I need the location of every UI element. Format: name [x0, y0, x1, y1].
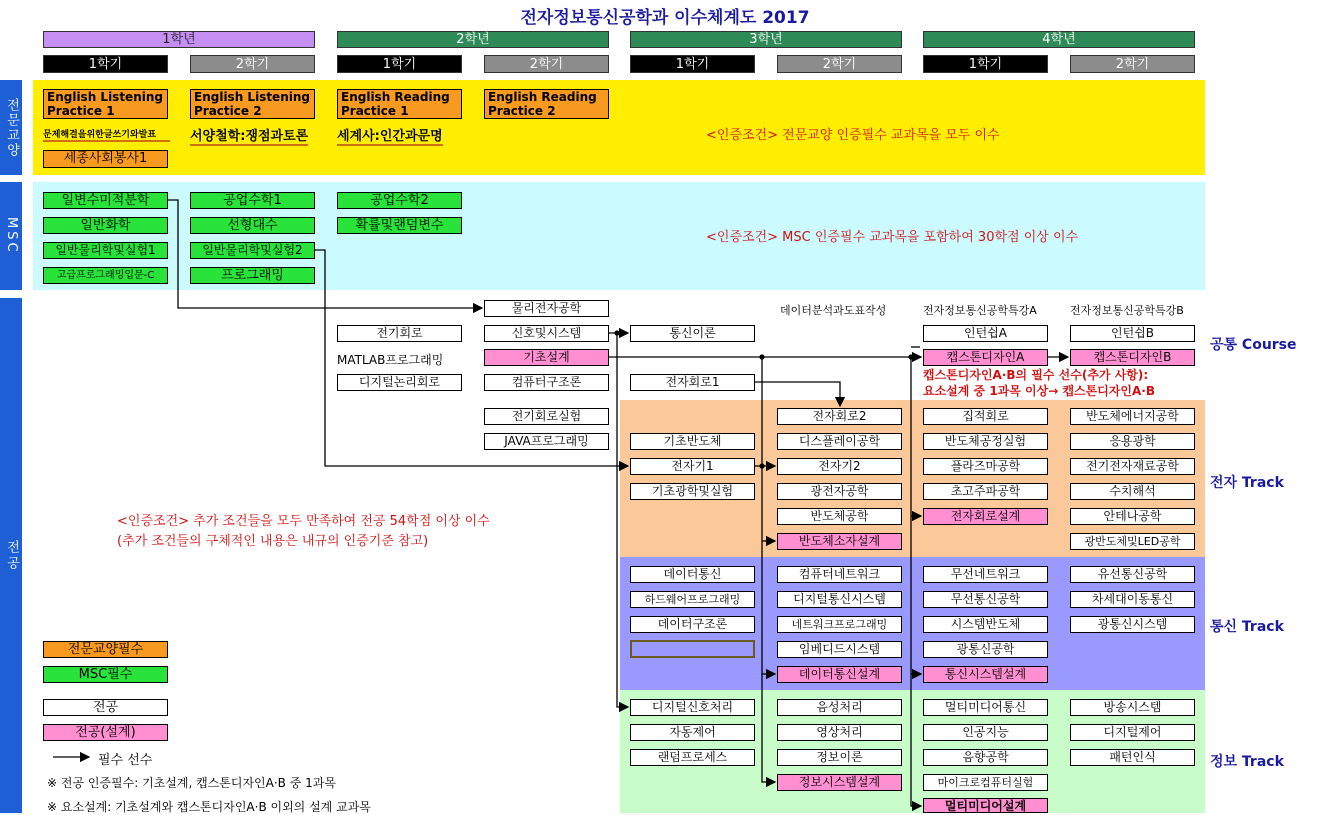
capstone-note-1: 캡스톤디자인A·B의 필수 선수(추가 사항):	[923, 368, 1149, 382]
legend-note-1: ※ 전공 인증필수: 기초설계, 캡스톤디자인A·B 중 1과목	[47, 776, 336, 790]
course-box: 캡스톤디자인A	[923, 349, 1048, 366]
semester-header: 1학기	[337, 55, 462, 73]
course-box: 인턴쉽A	[923, 325, 1048, 342]
course-box: 광반도체및LED공학	[1070, 533, 1195, 550]
course-box: 멀티미디어통신	[923, 699, 1048, 716]
course-box: 정보이론	[777, 749, 902, 766]
semester-header: 1학기	[923, 55, 1048, 73]
course-box: 기초설계	[484, 349, 609, 366]
course-box: 기초반도체	[630, 433, 755, 450]
course-box: 안테나공학	[1070, 508, 1195, 525]
course-box: 광통신시스템	[1070, 616, 1195, 633]
course-box: 정보시스템설계	[777, 774, 902, 791]
course-box: 영상처리	[777, 724, 902, 741]
course-box: 전자회로설계	[923, 508, 1048, 525]
course-box: 집적회로	[923, 408, 1048, 425]
course-box: 멀티미디어설계	[923, 798, 1048, 813]
course-box: 문제해결을위한글쓰기와발표	[43, 127, 170, 142]
course-box: 데이터통신	[630, 566, 755, 583]
course-box: 네트워크프로그래밍	[777, 616, 902, 633]
course-box: 전자기2	[777, 458, 902, 475]
course-box: 디지털신호처리	[630, 699, 755, 716]
track-label-elec: 전자 Track	[1210, 475, 1284, 491]
legend-major: 전공	[43, 699, 168, 716]
course-box: 기초광학및실험	[630, 483, 755, 500]
course-box: 세계사:인간과문명	[337, 125, 443, 146]
side-msc-text: MSC	[4, 217, 19, 255]
course-box: 디지털논리회로	[337, 374, 462, 391]
course-label: 전자정보통신공학특강B	[1070, 304, 1184, 317]
major-condition-1: <인증조건> 추가 조건들을 모두 만족하여 전공 54학점 이상 이수	[117, 514, 490, 529]
course-box: 방송시스템	[1070, 699, 1195, 716]
course-box: 일변수미적분학	[43, 192, 168, 209]
course-box: 통신시스템설계	[923, 666, 1048, 683]
year-2-header: 2학년	[337, 31, 609, 48]
course-box: 컴퓨터구조론	[484, 374, 609, 391]
semester-header: 1학기	[630, 55, 755, 73]
course-box: 일반화학	[43, 217, 168, 234]
liberal-condition: <인증조건> 전문교양 인증필수 교과목을 모두 이수	[706, 128, 1000, 143]
course-box: 디스플레이공학	[777, 433, 902, 450]
course-box: 일반물리학및실험1	[43, 242, 168, 259]
year-3-header: 3학년	[630, 31, 902, 48]
course-box: 플라즈마공학	[923, 458, 1048, 475]
page-title: 전자정보통신공학과 이수체계도 2017	[520, 8, 810, 28]
course-box: 인턴쉽B	[1070, 325, 1195, 342]
course-box: 반도체공학	[777, 508, 902, 525]
course-label: MATLAB프로그래밍	[337, 353, 444, 367]
course-box: 랜덤프로세스	[630, 749, 755, 766]
course-box: English Reading Practice 2	[484, 89, 609, 119]
course-box: 음성처리	[777, 699, 902, 716]
course-box: 공업수학1	[190, 192, 315, 209]
course-box: English Reading Practice 1	[337, 89, 462, 119]
msc-condition: <인증조건> MSC 인증필수 교과목을 포함하여 30학점 이상 이수	[706, 230, 1079, 245]
course-box: 공업수학2	[337, 192, 462, 209]
course-box: 자동제어	[630, 724, 755, 741]
legend-arrow-label: 필수 선수	[98, 753, 153, 768]
course-box: 무선통신공학	[923, 591, 1048, 608]
semester-header: 1학기	[43, 55, 168, 73]
course-box: 반도체공정실험	[923, 433, 1048, 450]
course-box: 데이터구조론	[630, 616, 755, 633]
course-box: 유선통신공학	[1070, 566, 1195, 583]
course-box: 임베디드시스템	[777, 641, 902, 658]
course-box: 무선네트워크	[923, 566, 1048, 583]
course-box: 광통신공학	[923, 641, 1048, 658]
legend-design: 전공(설계)	[43, 724, 168, 741]
course-box: 서양철학:쟁점과토론	[190, 125, 308, 146]
course-box: 물리전자공학	[484, 300, 609, 317]
course-box: 인공지능	[923, 724, 1048, 741]
legend-note-2: ※ 요소설계: 기초설계와 캡스톤디자인A·B 이외의 설계 교과목	[47, 800, 371, 814]
major-condition-2: (추가 조건들의 구체적인 내용은 내규의 인증기준 참고)	[117, 534, 429, 549]
course-box: 음향공학	[923, 749, 1048, 766]
course-box: 디지털제어	[1070, 724, 1195, 741]
course-box: English Listening Practice 1	[43, 89, 168, 119]
course-box: 전기회로	[337, 325, 462, 342]
course-box: 전기회로실험	[484, 408, 609, 425]
track-label-comm: 통신 Track	[1210, 619, 1284, 635]
semester-header: 2학기	[190, 55, 315, 73]
course-box: 반도체소자설계	[777, 533, 902, 550]
course-box: 시스템반도체	[923, 616, 1048, 633]
course-box: 패턴인식	[1070, 749, 1195, 766]
capstone-note-2: 요소설계 중 1과목 이상→ 캡스톤디자인A·B	[923, 384, 1155, 398]
course-box: 디지털통신시스템	[777, 591, 902, 608]
track-label-info: 정보 Track	[1210, 754, 1284, 770]
legend-msc: MSC필수	[43, 666, 168, 683]
legend-liberal: 전문교양필수	[43, 641, 168, 658]
semester-header: 2학기	[777, 55, 902, 73]
course-box: 컴퓨터네트워크	[777, 566, 902, 583]
course-box: 마이크로컴퓨터실험	[923, 774, 1048, 791]
course-box: 세종사회봉사1	[43, 150, 168, 168]
course-box: 전자회로2	[777, 408, 902, 425]
course-box: JAVA프로그래밍	[484, 433, 609, 450]
course-box: 응용광학	[1070, 433, 1195, 450]
year-4-header: 4학년	[923, 31, 1195, 48]
course-box: English Listening Practice 2	[190, 89, 315, 119]
side-liberal-text: 전문교양	[4, 97, 19, 158]
course-box: 확률및랜덤변수	[337, 217, 462, 234]
side-major-text: 전공	[4, 539, 19, 572]
course-box: 차세대이동통신	[1070, 591, 1195, 608]
course-label: 데이터분석과도표작성	[780, 304, 887, 317]
course-box: 전기전자재료공학	[1070, 458, 1195, 475]
course-box: 신호및시스템	[484, 325, 609, 342]
course-box: 고급프로그래밍입문-C	[43, 267, 168, 284]
course-box: 광전자공학	[777, 483, 902, 500]
course-label: 전자정보통신공학특강A	[923, 304, 1037, 317]
course-box: 통신이론	[630, 325, 755, 342]
semester-header: 2학기	[484, 55, 609, 73]
semester-header: 2학기	[1070, 55, 1195, 73]
course-box: 수치해석	[1070, 483, 1195, 500]
course-box: 전자회로1	[630, 374, 755, 391]
track-label-common: 공통 Course	[1210, 337, 1297, 353]
course-box: 반도체에너지공학	[1070, 408, 1195, 425]
year-1-header: 1학년	[43, 31, 315, 48]
course-box: 하드웨어프로그래밍	[630, 591, 755, 608]
course-box: 전자기1	[630, 458, 755, 475]
course-box: 캡스톤디자인B	[1070, 349, 1195, 366]
course-box: 데이터통신설계	[777, 666, 902, 683]
course-box: 프로그래밍	[190, 267, 315, 284]
course-box: 일반물리학및실험2	[190, 242, 315, 259]
course-box: 선형대수	[190, 217, 315, 234]
course-box: 초고주파공학	[923, 483, 1048, 500]
